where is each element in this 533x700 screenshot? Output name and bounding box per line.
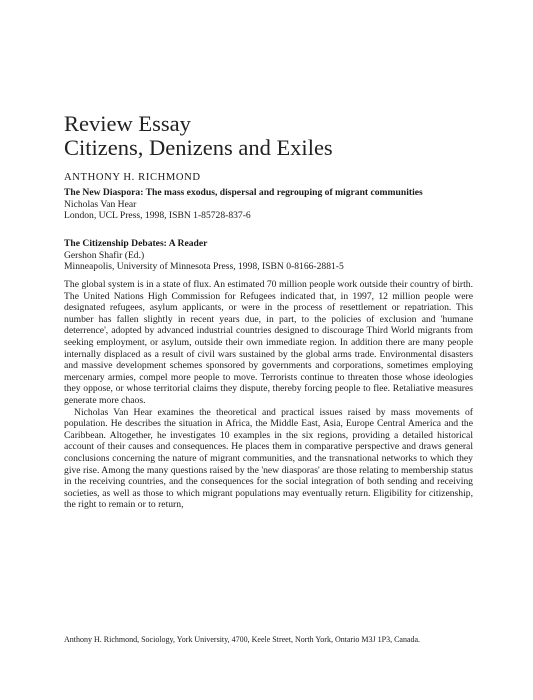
body-paragraph: Nicholas Van Hear examines the theoretical and practical issues raised by mass movements of population. He describes the situation in Africa, the Middle East, Asia, Europe Central America and the Caribbean. Altogether, he investigates 10 examples in the six regions, providing a detailed historical account of their causes and consequences. He places them in comparative perspective and draws general conclusions concerning the nature of migrant communities, and the transnational networks to which they give rise. Among the many questions raised by the 'new diasporas' are those relating to membership status in the receiving countries, and the consequences for the social integration of both sending and receiving societies, as well as those to which migrant populations may eventually return. Eligibility for citizenship, the right to remain or to return,: [64, 406, 473, 511]
book-title: The New Diaspora: The mass exodus, dispersal and regrouping of migrant communities: [64, 187, 423, 198]
essay-author: ANTHONY H. RICHMOND: [64, 172, 201, 183]
essay-body: [64, 279, 473, 511]
book-title: The Citizenship Debates: A Reader: [64, 238, 208, 249]
book-author: Gershon Shafir (Ed.): [64, 249, 145, 261]
book-publisher: Minneapolis, University of Minnesota Press, 1998, ISBN 0-8166-2881-5: [64, 261, 344, 273]
book-publisher: London, UCL Press, 1998, ISBN 1-85728-837-6: [64, 210, 251, 222]
body-paragraph: The global system is in a state of flux. An estimated 70 million people work outside their country of birth. The United Nations High Commission for Refugees indicated that, in 1997, 12 million people were designated refugees, asylum applicants, or were in the process of resettlement or repatriation. This number has fallen slightly in recent years due, in part, to the policies of exclusion and 'humane deterrence', adopted by advanced industrial countries designed to discourage Third World migrants from seeking employment, or asylum, outside their own immediate region. In addition there are many people internally displaced as a result of civil wars sustained by the global arms trade. Environmental disasters and massive development schemes sponsored by governments and corporations, sometimes employing mercenary armies, compel more people to move. Terrorists continue to threaten those whose ideologies they oppose, or whose territorial claims they dispute, thereby forcing people to flee. Retaliative measures generate more chaos.: [64, 279, 473, 406]
book-author: Nicholas Van Hear: [64, 198, 137, 210]
author-affiliation-footnote: Anthony H. Richmond, Sociology, York University, 4700, Keele Street, North York, Ontario M3J 1P3, Canada.: [64, 635, 421, 644]
article-title: [64, 112, 333, 160]
reviewed-book-1: [64, 187, 423, 222]
title-line-review-essay: Review Essay: [64, 111, 191, 136]
reviewed-book-2: [64, 238, 344, 273]
title-line-main: Citizens, Denizens and Exiles: [64, 135, 333, 160]
